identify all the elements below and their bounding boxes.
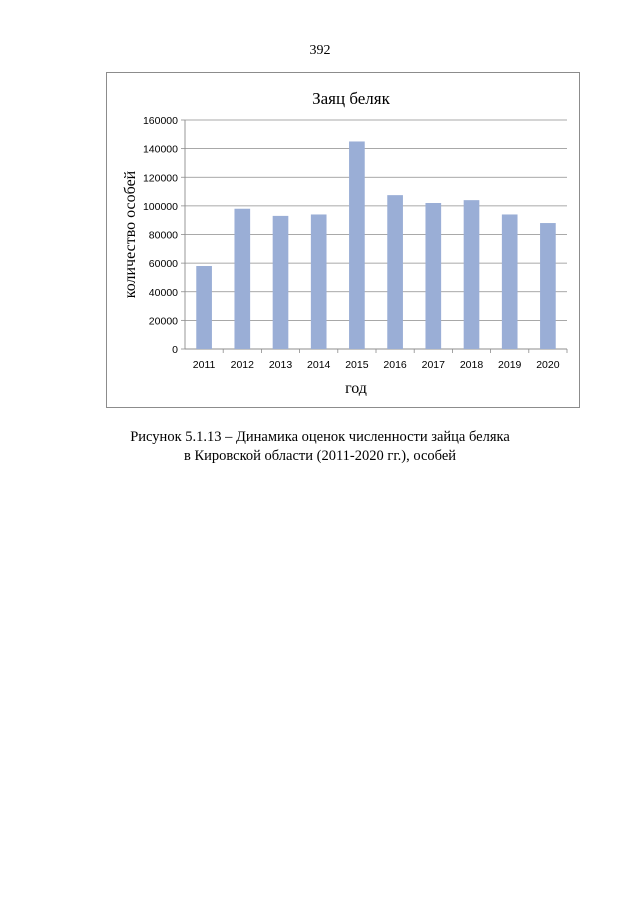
caption-line-1: Рисунок 5.1.13 – Динамика оценок численности зайца беляка: [130, 429, 510, 445]
x-tick-label: 2020: [536, 359, 560, 371]
bar-2011: [196, 266, 212, 349]
chart-title: Заяц беляк: [312, 89, 390, 108]
y-tick-label: 120000: [142, 172, 178, 185]
figure-caption: [0, 428, 640, 466]
bar-2018: [464, 200, 480, 349]
y-tick-label: 20000: [148, 315, 178, 328]
x-tick-label: 2018: [459, 359, 484, 371]
bar-chart: [107, 73, 581, 409]
y-tick-label: 160000: [142, 115, 178, 127]
y-tick-label: 0: [172, 344, 178, 356]
x-axis-label: год: [345, 380, 367, 397]
y-tick-label: 140000: [142, 143, 178, 156]
y-tick-label: 100000: [142, 200, 178, 213]
bar-2014: [311, 214, 327, 349]
x-tick-label: 2019: [498, 359, 522, 371]
caption-line-2: в Кировской области (2011-2020 гг.), особей: [183, 448, 457, 464]
page-number: 392: [309, 43, 331, 58]
x-tick-label: 2015: [345, 359, 369, 371]
bar-2019: [502, 214, 518, 349]
bar-2013: [273, 216, 289, 349]
x-tick-label: 2017: [421, 359, 445, 371]
chart-frame: [106, 72, 580, 408]
bar-2015: [349, 141, 365, 349]
y-tick-label: 80000: [148, 229, 178, 242]
x-tick-label: 2012: [230, 359, 254, 371]
y-tick-label: 40000: [148, 286, 178, 299]
x-tick-label: 2011: [192, 359, 216, 371]
x-tick-label: 2013: [268, 359, 293, 371]
bar-2012: [234, 209, 250, 349]
x-tick-label: 2016: [383, 359, 407, 371]
bar-2016: [387, 195, 403, 349]
bar-2020: [540, 223, 556, 349]
x-tick-label: 2014: [307, 359, 331, 371]
y-tick-label: 60000: [148, 258, 178, 271]
bar-2017: [425, 203, 441, 349]
y-axis-label: количество особей: [122, 170, 139, 299]
